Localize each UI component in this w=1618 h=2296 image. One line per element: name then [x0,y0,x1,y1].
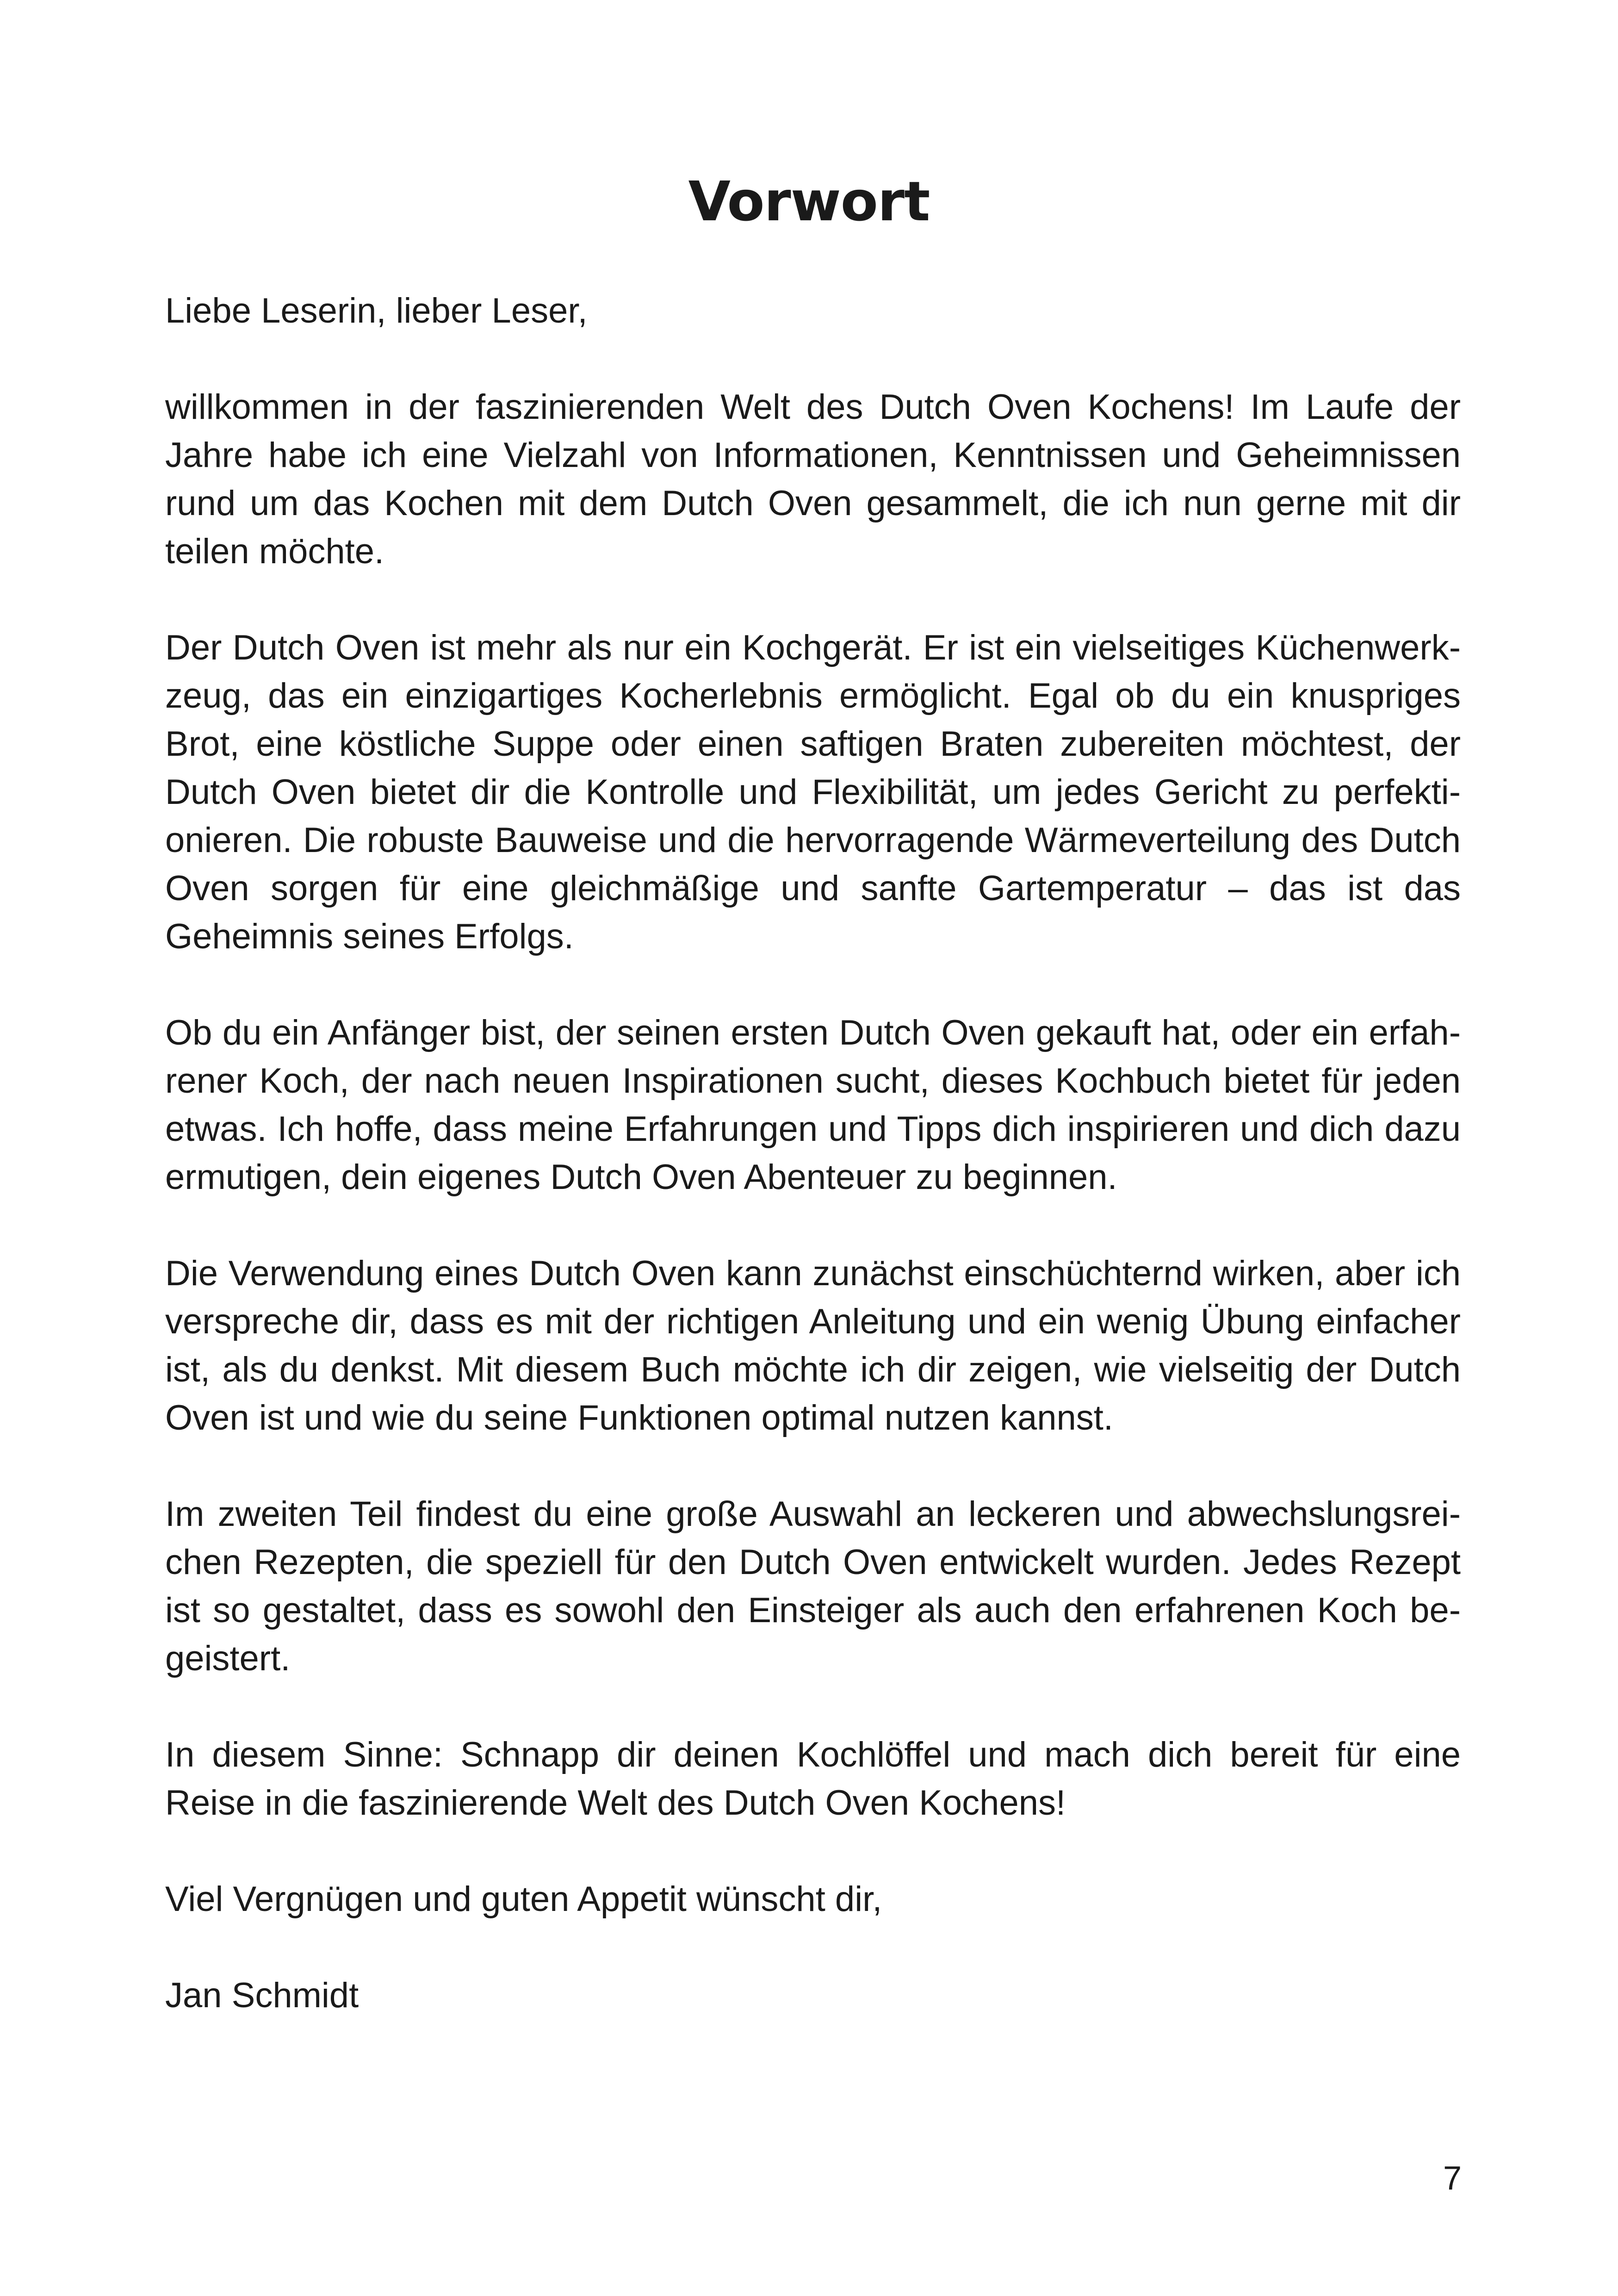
paragraph-usage: Die Verwendung eines Dutch Oven kann zunächst einschüchternd wirken, aber ich verspreche dir, dass es mit der richtigen Anleitung und ein wenig Übung einfacher ist, als du denkst. Mit diesem Buch möchte ich dir zeigen, wie vielseitig der Dutch Oven ist und wie du seine Funktionen optimal nutzen kannst. [165,1254,1461,1437]
greeting: Liebe Leserin, lieber Leser, [165,291,588,330]
paragraph-beginner: Ob du ein Anfänger bist, der seinen ersten Dutch Oven gekauft hat, oder ein erfahrener Koch, der nach neuen Inspirationen sucht, dieses Kochbuch bietet für jeden etwas. Ich hoffe, dass meine Erfahrungen und Tipps dich inspirieren und dich dazu ermutigen, dein eigenes Dutch Oven Abenteuer zu beginnen. [165,1013,1461,1197]
paragraph-invitation: In diesem Sinne: Schnapp dir deinen Kochlöffel und mach dich bereit für eine Reise in die faszinierende Welt des Dutch Oven Kochens! [165,1735,1461,1823]
body-text [165,287,1461,2068]
paragraph-recipes: Im zweiten Teil findest du eine große Auswahl an leckeren und abwechslungsreichen Rezepten, die speziell für den Dutch Oven entwickelt wurden. Jedes Rezept ist so gestaltet, dass es sowohl den Einsteiger als auch den erfahrenen Koch begeistert. [165,1494,1461,1678]
paragraph-welcome: willkommen in der faszinierenden Welt des Dutch Oven Kochens! Im Laufe der Jahre habe ich eine Vielzahl von Informationen, Kenntnissen und Geheimnissen rund um das Kochen mit dem Dutch Oven gesammelt, die ich nun gerne mit dir teilen möchte. [165,387,1461,571]
closing-line: Viel Vergnügen und guten Appetit wünscht dir, [165,1879,882,1919]
page-number: 7 [1443,2160,1462,2197]
page-title: Vorwort [688,169,930,233]
signature: Jan Schmidt [165,1976,359,2015]
paragraph-dutch-oven: Der Dutch Oven ist mehr als nur ein Kochgerät. Er ist ein vielseitiges Küchenwerkzeug, das ein einzigartiges Kocherlebnis ermöglicht. Egal ob du ein knuspriges Brot, eine köstliche Suppe oder einen saftigen Braten zubereiten möchtest, der Dutch Oven bietet dir die Kontrolle und Flexibilität, um jedes Gericht zu perfektionieren. Die robuste Bauweise und die hervorragende Wärmeverteilung des Dutch Oven sorgen für eine gleichmäßige und sanfte Gartemperatur – das ist das Geheimnis seines Erfolgs. [165,628,1461,956]
